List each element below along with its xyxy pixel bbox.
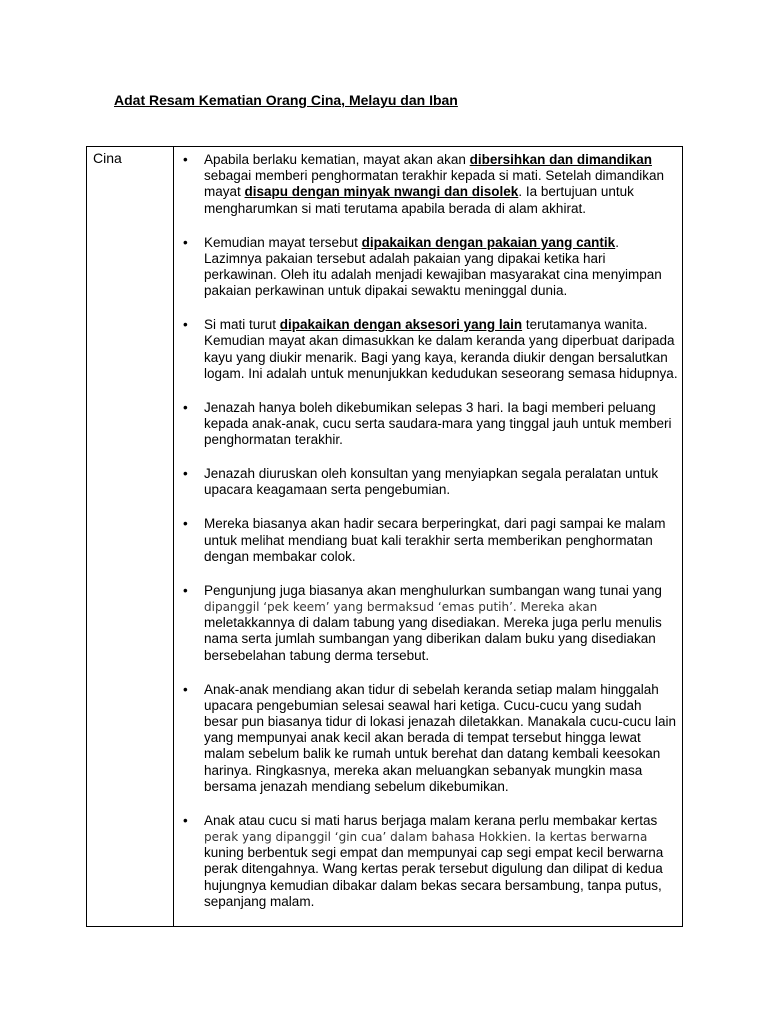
text-fragment: Pengunjung juga biasanya akan menghulurkan sumbangan wang tunai yang	[204, 582, 662, 598]
text-fragment: Si mati turut	[204, 317, 280, 333]
text-fragment: . Ia bertujuan untuk mengharumkan si mati terutama apabila berada di alam akhirat.	[204, 184, 634, 216]
text-fragment: kuning berbentuk segi empat dan mempunyai cap segi empat kecil berwarna perak ditengahnya. Wang kertas perak tersebut digulung dan dilipat di kedua hujungnya kemudian dibakar dalam bekas secara bersambung, tanpa putus, sepanjang malam.	[204, 845, 664, 909]
text-fragment: Jenazah hanya boleh dikebumikan selepas 3 hari. Ia bagi memberi peluang kepada anak-anak, cucu serta saudara-mara yang tinggal jauh untuk memberi penghormatan terakhir.	[204, 399, 672, 448]
text-fragment: meletakkannya di dalam tabung yang disediakan. Mereka juga perlu menulis nama serta jumlah sumbangan yang diberikan dalam buku yang disediakan bersebelahan tabung derma tersebut.	[204, 615, 662, 663]
text-fragment: sebagai memberi penghormatan terakhir kepada si mati. Setelah dimandikan mayat	[204, 168, 665, 200]
bullet-item	[174, 813, 678, 910]
bullet-item	[174, 317, 678, 382]
bullet-list	[174, 152, 678, 910]
bullet-item	[174, 152, 678, 217]
emphasized-phrase: dipakaikan dengan pakaian yang cantik	[361, 234, 616, 250]
bullet-item	[174, 466, 678, 498]
text-fragment: dipanggil ‘pek keem’ yang bermaksud ‘emas putih’. Mereka akan	[204, 600, 598, 615]
bullet-item	[174, 235, 678, 300]
text-fragment: . Lazimnya pakaian tersebut adalah pakaian yang dipakai ketika hari perkawinan. Oleh itu adalah menjadi kewajiban masyarakat cina menyimpan pakaian perkawinan untuk dipakai sewaktu meninggal dunia.	[204, 234, 662, 299]
text-fragment: terutamanya wanita. Kemudian mayat akan dimasukkan ke dalam keranda yang diperbuat daripada kayu yang diukir menarik. Bagi yang kaya, keranda diukir dengan bersalutkan logam. Ini adalah untuk menunjukkan kedudukan seseorang semasa hidupnya.	[204, 317, 678, 381]
text-fragment: Anak atau cucu si mati harus berjaga malam kerana perlu membakar kertas	[204, 812, 658, 828]
emphasized-phrase: disapu dengan minyak nwangi dan disolek	[244, 184, 519, 200]
text-fragment: Mereka biasanya akan hadir secara berperingkat, dari pagi sampai ke malam untuk melihat mendiang buat kali terakhir serta memberikan penghormatan dengan membakar colok.	[204, 516, 666, 564]
bullet-item	[174, 516, 678, 565]
bullet-item	[174, 400, 678, 449]
bullet-item	[174, 583, 678, 664]
emphasized-phrase: dibersihkan dan dimandikan	[469, 152, 652, 167]
document-title: Adat Resam Kematian Orang Cina, Melayu dan Iban	[114, 92, 458, 108]
bullet-item	[174, 682, 678, 795]
text-fragment: Apabila berlaku kematian, mayat akan akan	[204, 152, 470, 167]
text-fragment: Anak-anak mendiang akan tidur di sebelah keranda setiap malam hinggalah upacara pengebumian selesai seawal hari ketiga. Cucu-cucu yang sudah besar pun biasanya tidur di lokasi jenazah diletakkan. Manakala cucu-cucu lain yang mempunyai anak kecil akan berada di tempat tersebut hingga lewat malam sebelum balik ke rumah untuk berehat dan datang kembali keesokan harinya. Ringkasnya, mereka akan meluangkan sebanyak mungkin masa bersama jenazah mendiang sebelum dikebumikan.	[204, 681, 677, 794]
emphasized-phrase: dipakaikan dengan aksesori yang lain	[279, 317, 523, 333]
row-label-cina: Cina	[93, 150, 122, 166]
customs-table	[86, 146, 683, 927]
text-fragment: Jenazah diuruskan oleh konsultan yang menyiapkan segala peralatan untuk upacara keagamaan serta pengebumian.	[204, 466, 659, 498]
text-fragment: perak yang dipanggil ‘gin cua’ dalam bahasa Hokkien. Ia kertas berwarna	[204, 830, 648, 845]
text-fragment: Kemudian mayat tersebut	[204, 234, 362, 250]
content-cell	[174, 152, 678, 928]
